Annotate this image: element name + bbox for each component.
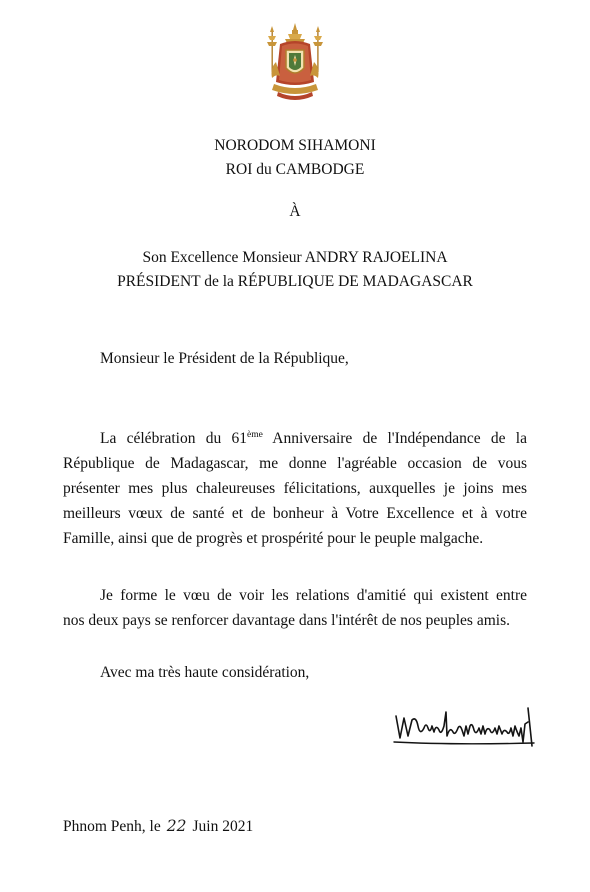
paragraph-line: La célébration du 61ème Anniversaire de l'Indépendance de la (100, 430, 527, 447)
paragraph-line: Famille, ainsi que de progrès et prospérité pour le peuple malgache. (63, 530, 484, 547)
paragraph-line: Je forme le vœu de voir les relations d'amitié qui existent entre (100, 587, 527, 604)
paragraph-line: nos deux pays se renforcer davantage dans l'intérêt de nos peuples amis. (63, 612, 510, 629)
paragraph-line: présenter mes plus chaleureuses félicitations, auxquelles je joins mes (63, 480, 527, 497)
paragraph-line: République de Madagascar, me donne l'agréable occasion de vous (63, 455, 527, 472)
place: Phnom Penh, le (63, 818, 161, 835)
recipient-line-2: PRÉSIDENT de la RÉPUBLIQUE DE MADAGASCAR (117, 273, 473, 290)
sender-title: ROI du CAMBODGE (225, 161, 365, 178)
date-month-year: Juin 2021 (192, 818, 254, 835)
place-and-date (63, 816, 253, 837)
royal-arms-of-cambodia-icon (258, 22, 332, 104)
recipient-line-1: Son Excellence Monsieur ANDRY RAJOELINA (142, 249, 448, 266)
addressee-marker: À (289, 203, 301, 220)
salutation: Monsieur le Président de la République, (100, 350, 349, 367)
paragraph-line: meilleurs vœux de santé et de bonheur à Votre Excellence et à votre (63, 505, 527, 522)
sender-name: NORODOM SIHAMONI (214, 137, 376, 154)
closing-formula: Avec ma très haute considération, (100, 664, 310, 681)
date-day: 22 (166, 817, 187, 835)
body-paragraph-1 (63, 426, 527, 551)
body-paragraph-2 (63, 583, 527, 633)
handwritten-signature (392, 702, 542, 752)
